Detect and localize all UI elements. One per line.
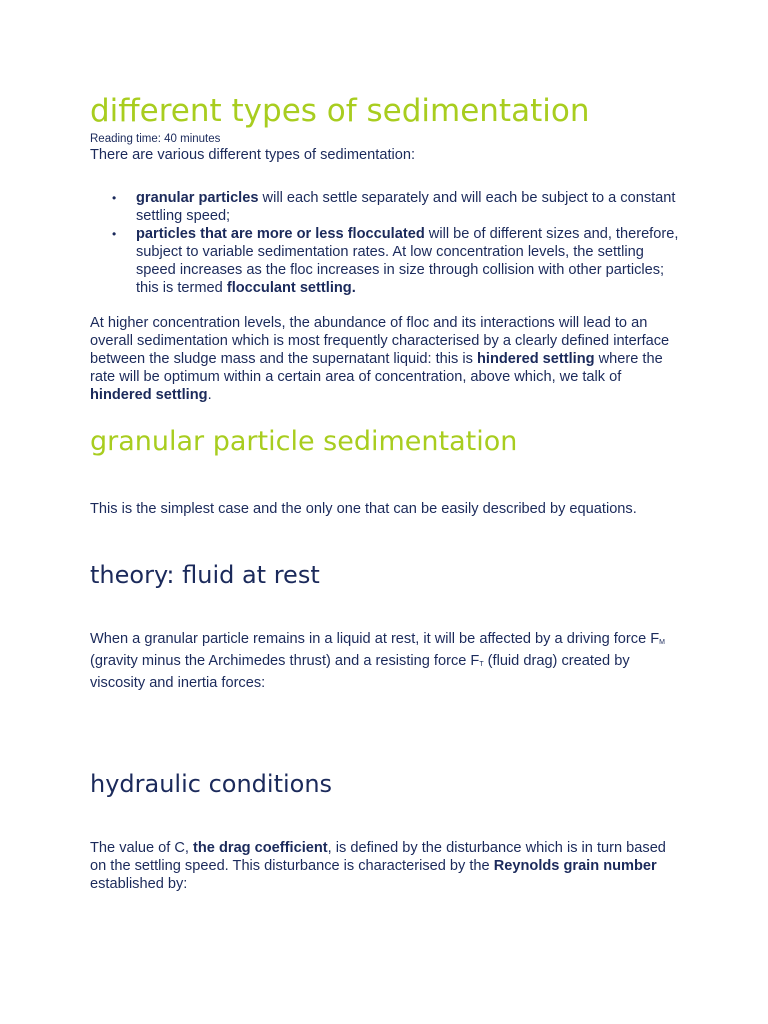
bullet-icon: • — [112, 191, 117, 205]
text-run: At higher concentration levels, the abundance of floc and its interactions will lead to an overall sedimentation which is most frequently characterised by a clearly defined interface between the sludge mass and the supernatant liquid: this is — [90, 315, 670, 367]
text-run: . — [207, 387, 212, 403]
sedimentation-types-list — [90, 189, 680, 297]
bold-term: hindered settling — [476, 351, 595, 367]
bold-term: the drag coefficient — [193, 840, 328, 856]
text-run: established by: — [90, 876, 188, 892]
bold-term: Reynolds grain number — [493, 858, 657, 874]
subscript: T — [479, 661, 484, 668]
list-item-bold: granular particles — [136, 190, 259, 206]
list-item — [90, 225, 680, 297]
bullet-icon: • — [112, 227, 117, 241]
hindered-settling-paragraph — [90, 314, 680, 404]
text-run: (gravity minus the Archimedes thrust) and a resisting force F — [90, 653, 480, 669]
section-heading-granular: granular particle sedimentation — [90, 426, 518, 457]
theory-paragraph — [90, 630, 680, 692]
granular-text: This is the simplest case and the only one that can be easily described by equations. — [90, 501, 637, 517]
reading-time: Reading time: 40 minutes — [90, 133, 221, 145]
list-item — [90, 189, 680, 225]
bold-term: hindered settling — [90, 387, 208, 403]
page-title: different types of sedimentation — [90, 93, 590, 129]
text-run: When a granular particle remains in a liquid at rest, it will be affected by a driving force F — [90, 631, 660, 647]
list-item-bold: particles that are more or less flocculated — [136, 226, 425, 242]
section-heading-hydraulic: hydraulic conditions — [90, 770, 333, 798]
text-run: (fluid drag) created by viscosity and inertia forces: — [90, 653, 630, 691]
hydraulic-paragraph — [90, 839, 680, 893]
text-run: The value of C, — [90, 840, 194, 856]
list-item-text: will each settle separately and will each be subject to a constant settling speed; — [136, 190, 676, 224]
text-run: , is defined by the disturbance which is in turn based on the settling speed. This disturbance is characterised by the — [90, 840, 666, 874]
text-run: where the rate will be optimum within a certain area of concentration, above which, we talk of — [90, 351, 663, 385]
subscript: M — [659, 639, 665, 646]
section-heading-theory: theory: fluid at rest — [90, 561, 320, 589]
list-item-text: will be of different sizes and, therefore, subject to variable sedimentation rates. At low concentration levels, the settling speed increases as the floc increases in size through collision with other particles; this is termed — [136, 226, 679, 296]
intro-text: There are various different types of sedimentation: — [90, 147, 416, 163]
list-item-bold-end: flocculant settling. — [226, 280, 356, 296]
